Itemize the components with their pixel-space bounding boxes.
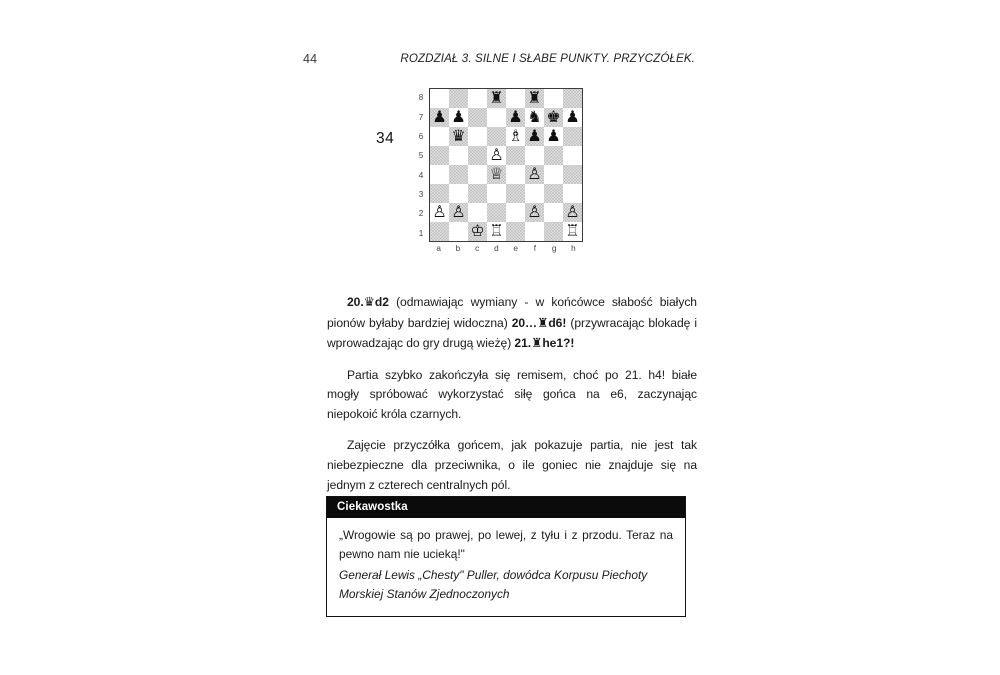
white-pawn-icon: ♙ [527, 202, 542, 221]
fun-fact-quote: „Wrogowie są po prawej, po lewej, z tyłu i z przodu. Teraz na pewno nam nie ucieką!" [339, 528, 673, 562]
white-pawn-icon: ♙ [527, 164, 542, 183]
rank-label-3: 3 [418, 190, 424, 200]
square-c6 [468, 127, 487, 146]
square-h1 [563, 222, 582, 241]
square-f7 [525, 108, 544, 127]
square-c2 [468, 203, 487, 222]
square-f6 [525, 127, 544, 146]
diagram-number: 34 [376, 130, 395, 147]
file-label-g: g [551, 244, 557, 253]
body-text-column [327, 292, 697, 507]
square-e4 [506, 165, 525, 184]
square-h4 [563, 165, 582, 184]
file-labels [429, 244, 583, 253]
square-h5 [563, 146, 582, 165]
square-c7 [468, 108, 487, 127]
move-qd2: d2 [374, 295, 389, 309]
square-g7 [544, 108, 563, 127]
square-e7 [506, 108, 525, 127]
rank-label-7: 7 [418, 112, 424, 122]
rook-figurine-icon-2: ♜ [531, 335, 543, 351]
black-pawn-icon: ♟ [432, 107, 447, 126]
black-pawn-icon: ♟ [451, 107, 466, 126]
rank-label-8: 8 [418, 93, 424, 103]
square-a7 [430, 108, 449, 127]
square-d3 [487, 184, 506, 203]
file-label-d: d [494, 244, 499, 253]
square-c3 [468, 184, 487, 203]
square-h7 [563, 108, 582, 127]
black-king-icon: ♚ [546, 107, 561, 126]
white-king-icon: ♔ [470, 221, 485, 240]
square-f1 [525, 222, 544, 241]
square-b8 [449, 89, 468, 108]
square-e3 [506, 184, 525, 203]
square-b5 [449, 146, 468, 165]
square-d4 [487, 165, 506, 184]
square-e1 [506, 222, 525, 241]
black-rook-icon: ♜ [489, 88, 504, 107]
white-pawn-icon: ♙ [451, 202, 466, 221]
queen-figurine-icon: ♛ [363, 294, 375, 309]
move-number-20-black: 20… [511, 315, 538, 330]
white-bishop-icon: ♗ [508, 126, 523, 145]
move-number-21: 21. [514, 336, 532, 351]
rank-labels [414, 88, 428, 243]
move-rd6: d6! [548, 315, 567, 330]
square-d5 [487, 146, 506, 165]
square-e6 [506, 127, 525, 146]
square-h3 [563, 184, 582, 203]
square-f5 [525, 146, 544, 165]
rook-figurine-icon-1: ♜ [537, 314, 549, 330]
square-f4 [525, 165, 544, 184]
square-a1 [430, 222, 449, 241]
fun-fact-body [327, 518, 685, 616]
square-d6 [487, 127, 506, 146]
square-f3 [525, 184, 544, 203]
running-head [303, 52, 695, 72]
file-label-b: b [455, 244, 461, 253]
paragraph-moves [327, 292, 697, 354]
square-b6 [449, 127, 468, 146]
file-label-h: h [571, 244, 576, 253]
file-label-e: e [513, 244, 518, 253]
chess-board [429, 88, 583, 242]
black-knight-icon: ♞ [527, 107, 542, 126]
rank-label-1: 1 [418, 228, 424, 238]
fun-fact-box [326, 496, 686, 617]
black-rook-icon: ♜ [527, 88, 542, 107]
page-number: 44 [303, 52, 318, 66]
move-comment-2: (przywracając blokadę i wprowadzając do gry drugą wieżę) [327, 315, 697, 351]
rank-label-5: 5 [418, 151, 424, 161]
rank-label-6: 6 [418, 131, 424, 141]
chapter-title: ROZDZIAŁ 3. SILNE I SŁABE PUNKTY. PRZYCZÓŁEK. [400, 52, 695, 65]
square-d1 [487, 222, 506, 241]
square-c8 [468, 89, 487, 108]
square-g6 [544, 127, 563, 146]
black-pawn-icon: ♟ [565, 107, 580, 126]
paragraph-game-result: Partia szybko zakończyła się remisem, choć po 21. h4! białe mogły spróbować wykorzystać siłę gońca na e6, zaczynając niepokoić króla czarnych. [327, 367, 697, 421]
square-d2 [487, 203, 506, 222]
square-g5 [544, 146, 563, 165]
square-c4 [468, 165, 487, 184]
square-h6 [563, 127, 582, 146]
square-b2 [449, 203, 468, 222]
move-comment-1: (odmawiając wymiany - w końcówce słabość białych pionów byłaby bardziej widoczna) [327, 295, 697, 330]
square-e5 [506, 146, 525, 165]
square-g3 [544, 184, 563, 203]
square-a8 [430, 89, 449, 108]
black-pawn-icon: ♟ [546, 126, 561, 145]
square-g2 [544, 203, 563, 222]
black-queen-icon: ♛ [451, 126, 466, 145]
square-g4 [544, 165, 563, 184]
square-e8 [506, 89, 525, 108]
square-d8 [487, 89, 506, 108]
file-label-a: a [436, 244, 441, 253]
square-h2 [563, 203, 582, 222]
square-c5 [468, 146, 487, 165]
white-pawn-icon: ♙ [565, 202, 580, 221]
white-queen-icon: ♕ [489, 164, 504, 183]
square-b1 [449, 222, 468, 241]
square-f2 [525, 203, 544, 222]
square-h8 [563, 89, 582, 108]
square-b3 [449, 184, 468, 203]
square-a6 [430, 127, 449, 146]
paragraph-conclusion: Zajęcie przyczółka gońcem, jak pokazuje partia, nie jest tak niebezpieczne dla przeciwnika, o ile goniec nie znajduje się na jednym z czterech centralnych pól. [327, 438, 697, 492]
square-e2 [506, 203, 525, 222]
fun-fact-attribution: Generał Lewis „Chesty" Puller, dowódca Korpusu Piechoty Morskiej Stanów Zjednoczonych [339, 567, 648, 602]
square-g1 [544, 222, 563, 241]
white-pawn-icon: ♙ [489, 145, 504, 164]
file-label-c: c [475, 244, 480, 253]
square-a5 [430, 146, 449, 165]
fun-fact-header: Ciekawostka [327, 497, 685, 518]
black-pawn-icon: ♟ [508, 107, 523, 126]
square-a3 [430, 184, 449, 203]
square-f8 [525, 89, 544, 108]
chess-diagram [370, 86, 600, 261]
white-rook-icon: ♖ [489, 221, 504, 240]
rank-label-2: 2 [418, 209, 424, 219]
square-a4 [430, 165, 449, 184]
rank-label-4: 4 [418, 170, 424, 180]
white-rook-icon: ♖ [565, 221, 580, 240]
black-pawn-icon: ♟ [527, 126, 542, 145]
white-pawn-icon: ♙ [432, 202, 447, 221]
square-a2 [430, 203, 449, 222]
file-label-f: f [533, 244, 537, 253]
square-g8 [544, 89, 563, 108]
square-c1 [468, 222, 487, 241]
square-d7 [487, 108, 506, 127]
move-rhe1: he1?! [542, 336, 575, 351]
square-b7 [449, 108, 468, 127]
square-b4 [449, 165, 468, 184]
move-number-20: 20. [347, 295, 364, 309]
